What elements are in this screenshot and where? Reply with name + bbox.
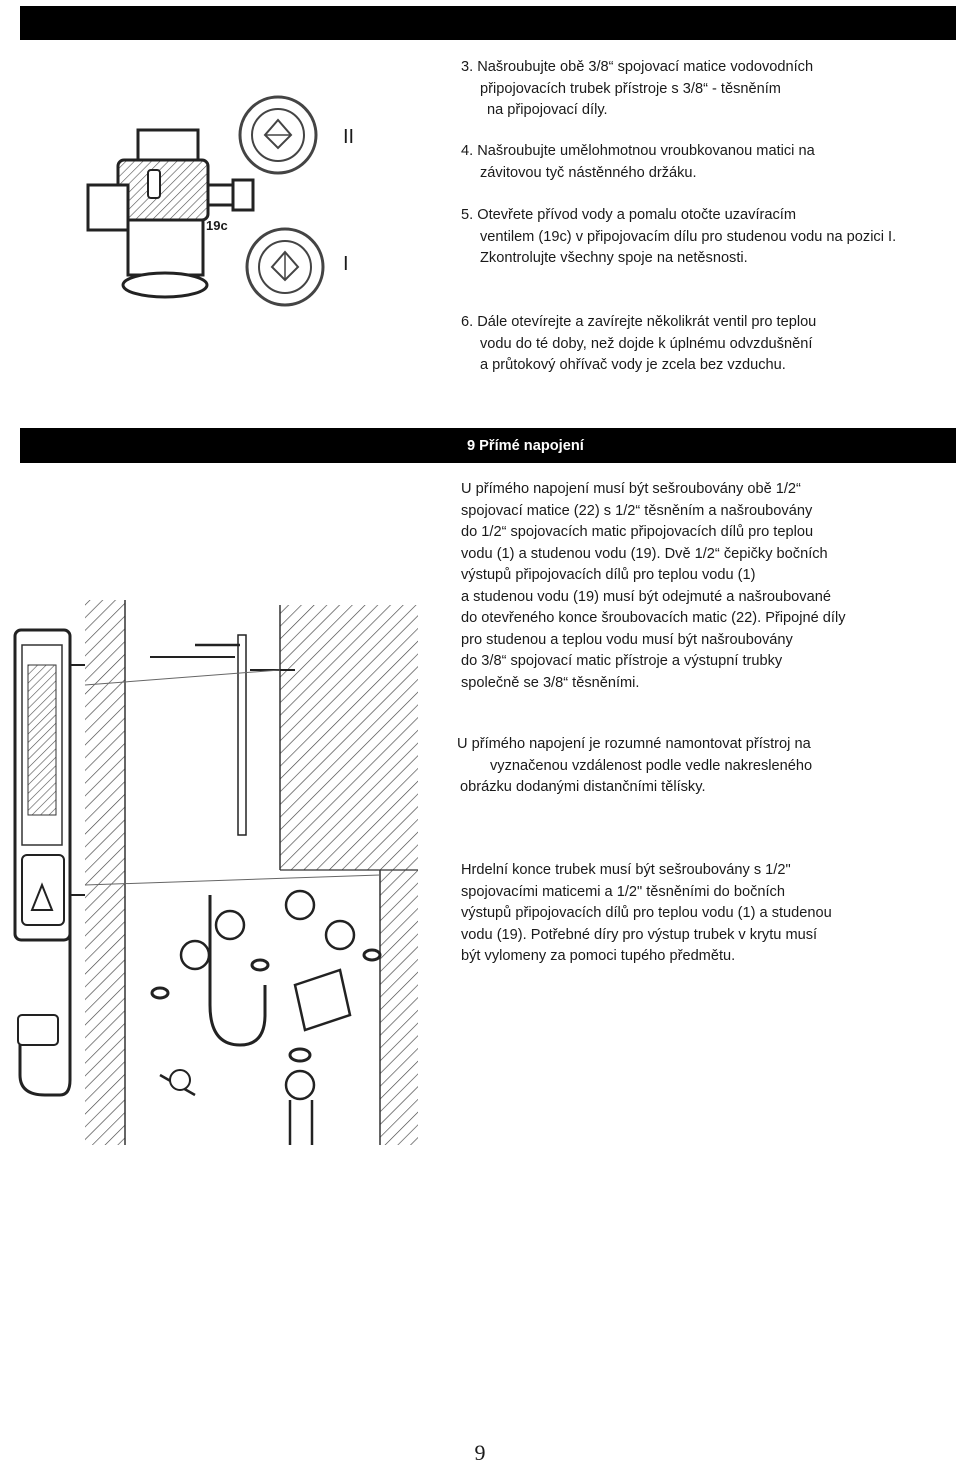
step-4-line-1: 4. Našroubujte umělohmotnou vroubkovanou matici na — [461, 143, 815, 159]
step-3-line-1: 3. Našroubujte obě 3/8“ spojovací matice vodovodních — [461, 59, 814, 75]
step-3-line-3: na připojovací díly. — [487, 102, 608, 118]
step-6 — [461, 312, 931, 377]
paragraph-1-line: vodu (1) a studenou vodu (19). Dvě 1/2“ čepičky bočních — [461, 545, 828, 562]
paragraph-3-line: výstupů připojovacích dílů pro teplou vodu (1) a studenou — [461, 905, 832, 921]
step-4-line-2: závitovou tyč nástěnného držáku. — [480, 164, 697, 181]
step-6-line-3: a průtokový ohřívač vody je zcela bez vzduchu. — [480, 357, 786, 373]
paragraph-1-line: do otevřeného konce šroubovacích matic (22). Připojné díly — [461, 610, 846, 626]
paragraph-direct-connection — [461, 479, 941, 694]
paragraph-3-line: Hrdelní konce trubek musí být sešroubovány s 1/2" — [461, 862, 791, 878]
paragraph-1-line: výstupů připojovacích dílů pro teplou vodu (1) — [461, 567, 756, 583]
valve-part-label: 19c — [206, 218, 228, 233]
section-title: 9 Přímé napojení — [467, 438, 584, 454]
step-6-line-2: vodu do té doby, než dojde k úplnému odvzdušnění — [480, 335, 813, 352]
paragraph-1-line: společně se 3/8“ těsněními. — [461, 674, 640, 691]
paragraph-1-line: U přímého napojení musí být sešroubovány obě 1/2“ — [461, 481, 801, 497]
valve-figure — [78, 90, 348, 330]
header-bar — [20, 6, 956, 40]
paragraph-1-line: spojovací matice (22) s 1/2“ těsněním a našroubovány — [461, 502, 813, 519]
paragraph-2-line: U přímého napojení je rozumné namontovat přístroj na — [457, 736, 811, 752]
paragraph-1-line: do 3/8“ spojovací matic přístroje a výstupní trubky — [461, 653, 783, 669]
step-4 — [461, 141, 931, 184]
step-5 — [461, 205, 931, 270]
position-label-lower: I — [343, 253, 349, 275]
step-5-line-1: 5. Otevřete přívod vody a pomalu otočte uzavíracím — [461, 207, 797, 223]
step-5-line-2: ventilem (19c) v připojovacím dílu pro studenou vodu na pozici I. — [480, 228, 897, 245]
position-label-upper: II — [343, 126, 355, 148]
step-3 — [461, 57, 931, 122]
paragraph-2-line: obrázku dodanými distančními tělísky. — [460, 779, 706, 795]
installation-diagram — [0, 575, 420, 1145]
paragraph-3-line: spojovacími maticemi a 1/2" těsněními do bočních — [461, 883, 785, 900]
paragraph-1-line: a studenou vodu (19) musí být odejmuté a našroubované — [461, 588, 831, 605]
paragraph-3-line: být vylomeny za pomoci tupého předmětu. — [461, 948, 736, 964]
paragraph-1-line: do 1/2“ spojovacích matic připojovacích dílů pro teplou — [461, 524, 814, 540]
paragraph-mounting-distance — [457, 734, 937, 799]
paragraph-2-line: vyznačenou vzdálenost podle vedle nakresleného — [490, 757, 813, 774]
page-number: 9 — [474, 1440, 486, 1465]
paragraph-pipe-ends — [461, 860, 941, 968]
step-3-line-2: připojovacích trubek přístroje s 3/8“ - těsněním — [480, 80, 781, 97]
paragraph-1-line: pro studenou a teplou vodu musí být našroubovány — [461, 631, 793, 648]
paragraph-3-line: vodu (19). Potřebné díry pro výstup trubek v krytu musí — [461, 926, 818, 943]
step-6-line-1: 6. Dále otevírejte a zavírejte několikrát ventil pro teplou — [461, 314, 817, 330]
step-5-line-3: Zkontrolujte všechny spoje na netěsnosti. — [480, 250, 748, 266]
